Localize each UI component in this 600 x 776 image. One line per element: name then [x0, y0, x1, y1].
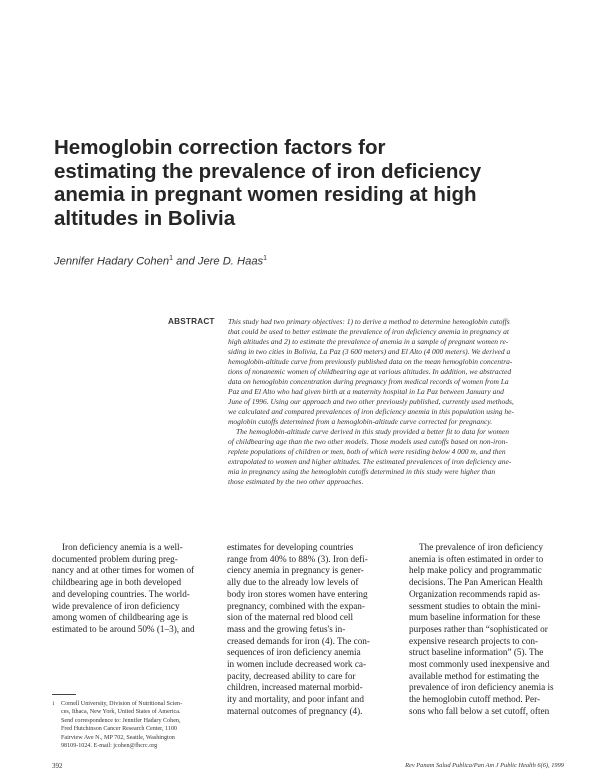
body-line: Organization recommends rapid as-	[409, 588, 541, 599]
article-title	[54, 136, 504, 231]
body-line: mass and the growing fetus's in-	[227, 623, 346, 634]
body-line: childbearing age in both developed	[52, 577, 182, 588]
footnote-line: Fred Hutchinson Cancer Research Center, 1100	[61, 726, 177, 733]
abstract-line: moglobin cutoffs determined from a hemoglobin-altitude curve corrected for pregnancy.	[228, 417, 493, 426]
author-joiner: and	[172, 255, 198, 268]
footnote-line: Cornell University, Division of Nutritional Scien-	[61, 701, 183, 707]
body-line: ciency anemia in pregnancy is gener-	[227, 565, 364, 576]
journal-footer: Rev Panam Salud Publica/Pan Am J Public Health 6(6), 1999	[405, 762, 564, 769]
abstract-line: tions of nonanemic women of childbearing age at various altitudes. In addition, we abstracted	[228, 367, 512, 376]
abstract-line: The hemoglobin-altitude curve derived in this study provided a better fit to data for women	[236, 427, 510, 436]
body-line: anemia is often estimated in order to	[409, 553, 544, 564]
body-line: sons who fall below a set cutoff, often	[409, 705, 550, 716]
author-name: Jennifer Hadary Cohen	[54, 255, 170, 268]
author-name: Jere D. Haas	[197, 255, 264, 268]
body-line: range from 40% to 88% (3). Iron defi-	[227, 553, 368, 564]
body-line: creased demands for iron (4). The con-	[227, 635, 370, 646]
body-line: in women include decreased work ca-	[227, 659, 367, 670]
footnote-marker: 1	[52, 701, 55, 707]
body-line: help make policy and programmatic	[409, 565, 542, 576]
body-column-2	[227, 542, 390, 718]
body-line: nancy and at other times for women of	[52, 565, 195, 576]
body-column-1	[52, 542, 210, 636]
abstract-line: that could be used to better estimate the prevalence of iron deficiency anemia in pregnancy at	[228, 327, 509, 336]
body-line: estimated to be around 50% (1–3), and	[52, 623, 195, 634]
body-line: sequences of iron deficiency anemia	[227, 647, 361, 658]
abstract-line: those estimated by the two other approaches.	[228, 477, 364, 486]
abstract-line: Paz and El Alto who had given birth at a maternity hospital in La Paz between January and	[228, 387, 504, 396]
body-line: and developing countries. The world-	[52, 588, 190, 599]
body-line: mum baseline information for these	[409, 612, 541, 623]
body-line: body iron stores women have entering	[227, 588, 368, 599]
title-line: anemia in pregnant women residing at high	[54, 183, 477, 207]
body-line: the hemoglobin cutoff method. Per-	[409, 694, 541, 705]
body-line: sion of the maternal red blood cell	[227, 612, 354, 623]
author-line	[54, 255, 267, 268]
abstract-line: This study had two primary objectives: 1) to derive a method to determine hemoglobin cutoffs	[228, 317, 510, 326]
footnote-divider	[52, 694, 76, 695]
affiliation-footnote	[52, 700, 212, 750]
body-column-3	[409, 542, 572, 718]
abstract-line: data on hemoglobin concentration during pregnancy from medical records of women from La	[228, 377, 509, 386]
abstract-line: June of 1996. Using our approach and two other previously published, currently used methods,	[228, 397, 514, 406]
body-line: pregnancy, combined with the expan-	[227, 600, 365, 611]
body-line: Iron deficiency anemia is a well-	[62, 542, 183, 552]
body-line: wide prevalence of iron deficiency	[52, 600, 180, 611]
body-line: decisions. The Pan American Health	[409, 577, 543, 588]
abstract-line: hemoglobin-altitude curve from previously published data on the mean hemoglobin concentra-	[228, 357, 513, 366]
affiliation-marker: 1	[263, 255, 268, 262]
abstract-line: extrapolated to women and higher altitudes. The estimated prevalences of iron deficiency ane-	[228, 457, 512, 466]
abstract-line: replete populations of children or men, both of which were residing below 4 000 m, and then	[228, 447, 506, 456]
abstract-text	[228, 317, 564, 487]
body-line: documented problem during preg-	[52, 553, 178, 564]
body-line: estimates for developing countries	[227, 542, 354, 552]
body-line: struct baseline information” (5). The	[409, 647, 544, 658]
title-line: Hemoglobin correction factors for	[54, 136, 386, 159]
body-line: available method for estimating the	[409, 670, 540, 681]
body-line: pacity, decreased ability to care for	[227, 670, 356, 681]
abstract-line: high altitudes and 2) to estimate the prevalence of anemia in a sample of pregnant women re-	[228, 337, 509, 346]
abstract-line: we calculated and compared prevalences of iron deficiency anemia in this population using he-	[228, 407, 514, 416]
title-line: estimating the prevalence of iron deficiency	[54, 159, 482, 183]
body-line: maternal outcomes of pregnancy (4).	[227, 705, 363, 716]
abstract-line: of childbearing age than the two other models. Those models used cutoffs based on non-iron-	[228, 437, 508, 446]
title-line: altitudes in Bolivia	[54, 207, 236, 231]
body-line: prevalence of iron deficiency anemia is	[409, 682, 554, 693]
body-line: purposes rather than “sophisticated or	[409, 623, 548, 634]
body-line: ity and mortality, and poor infant and	[227, 694, 364, 705]
body-line: The prevalence of iron deficiency	[419, 542, 543, 552]
body-line: children, increased maternal morbid-	[227, 682, 363, 693]
abstract-heading: ABSTRACT	[168, 317, 215, 326]
footnote-line: ces, Ithaca, New York, United States of America.	[61, 709, 181, 716]
footnote-line: Fairview Ave N., MP 702, Seattle, Washington	[61, 734, 175, 741]
abstract-line: mia in pregnancy using the hemoglobin cutoffs determined in this study were higher than	[228, 467, 496, 476]
body-line: among women of childbearing age is	[52, 612, 188, 623]
footnote-line: 98109-1024. E-mail: jcohen@fhcrc.org	[61, 743, 158, 750]
affiliation-marker: 1	[169, 255, 173, 262]
page-number: 392	[52, 762, 63, 770]
body-line: sessment studies to obtain the mini-	[409, 600, 541, 611]
body-line: ally due to the already low levels of	[227, 577, 359, 588]
body-line: most commonly used inexpensive and	[409, 659, 550, 670]
body-line: expensive research projects to con-	[409, 635, 539, 646]
footnote-line: Send correspondence to: Jennifer Hadary Cohen,	[61, 717, 181, 724]
abstract-line: siding in two cities in Bolivia, La Paz (3 600 meters) and El Alto (4 000 meters). We derived a	[228, 347, 511, 356]
